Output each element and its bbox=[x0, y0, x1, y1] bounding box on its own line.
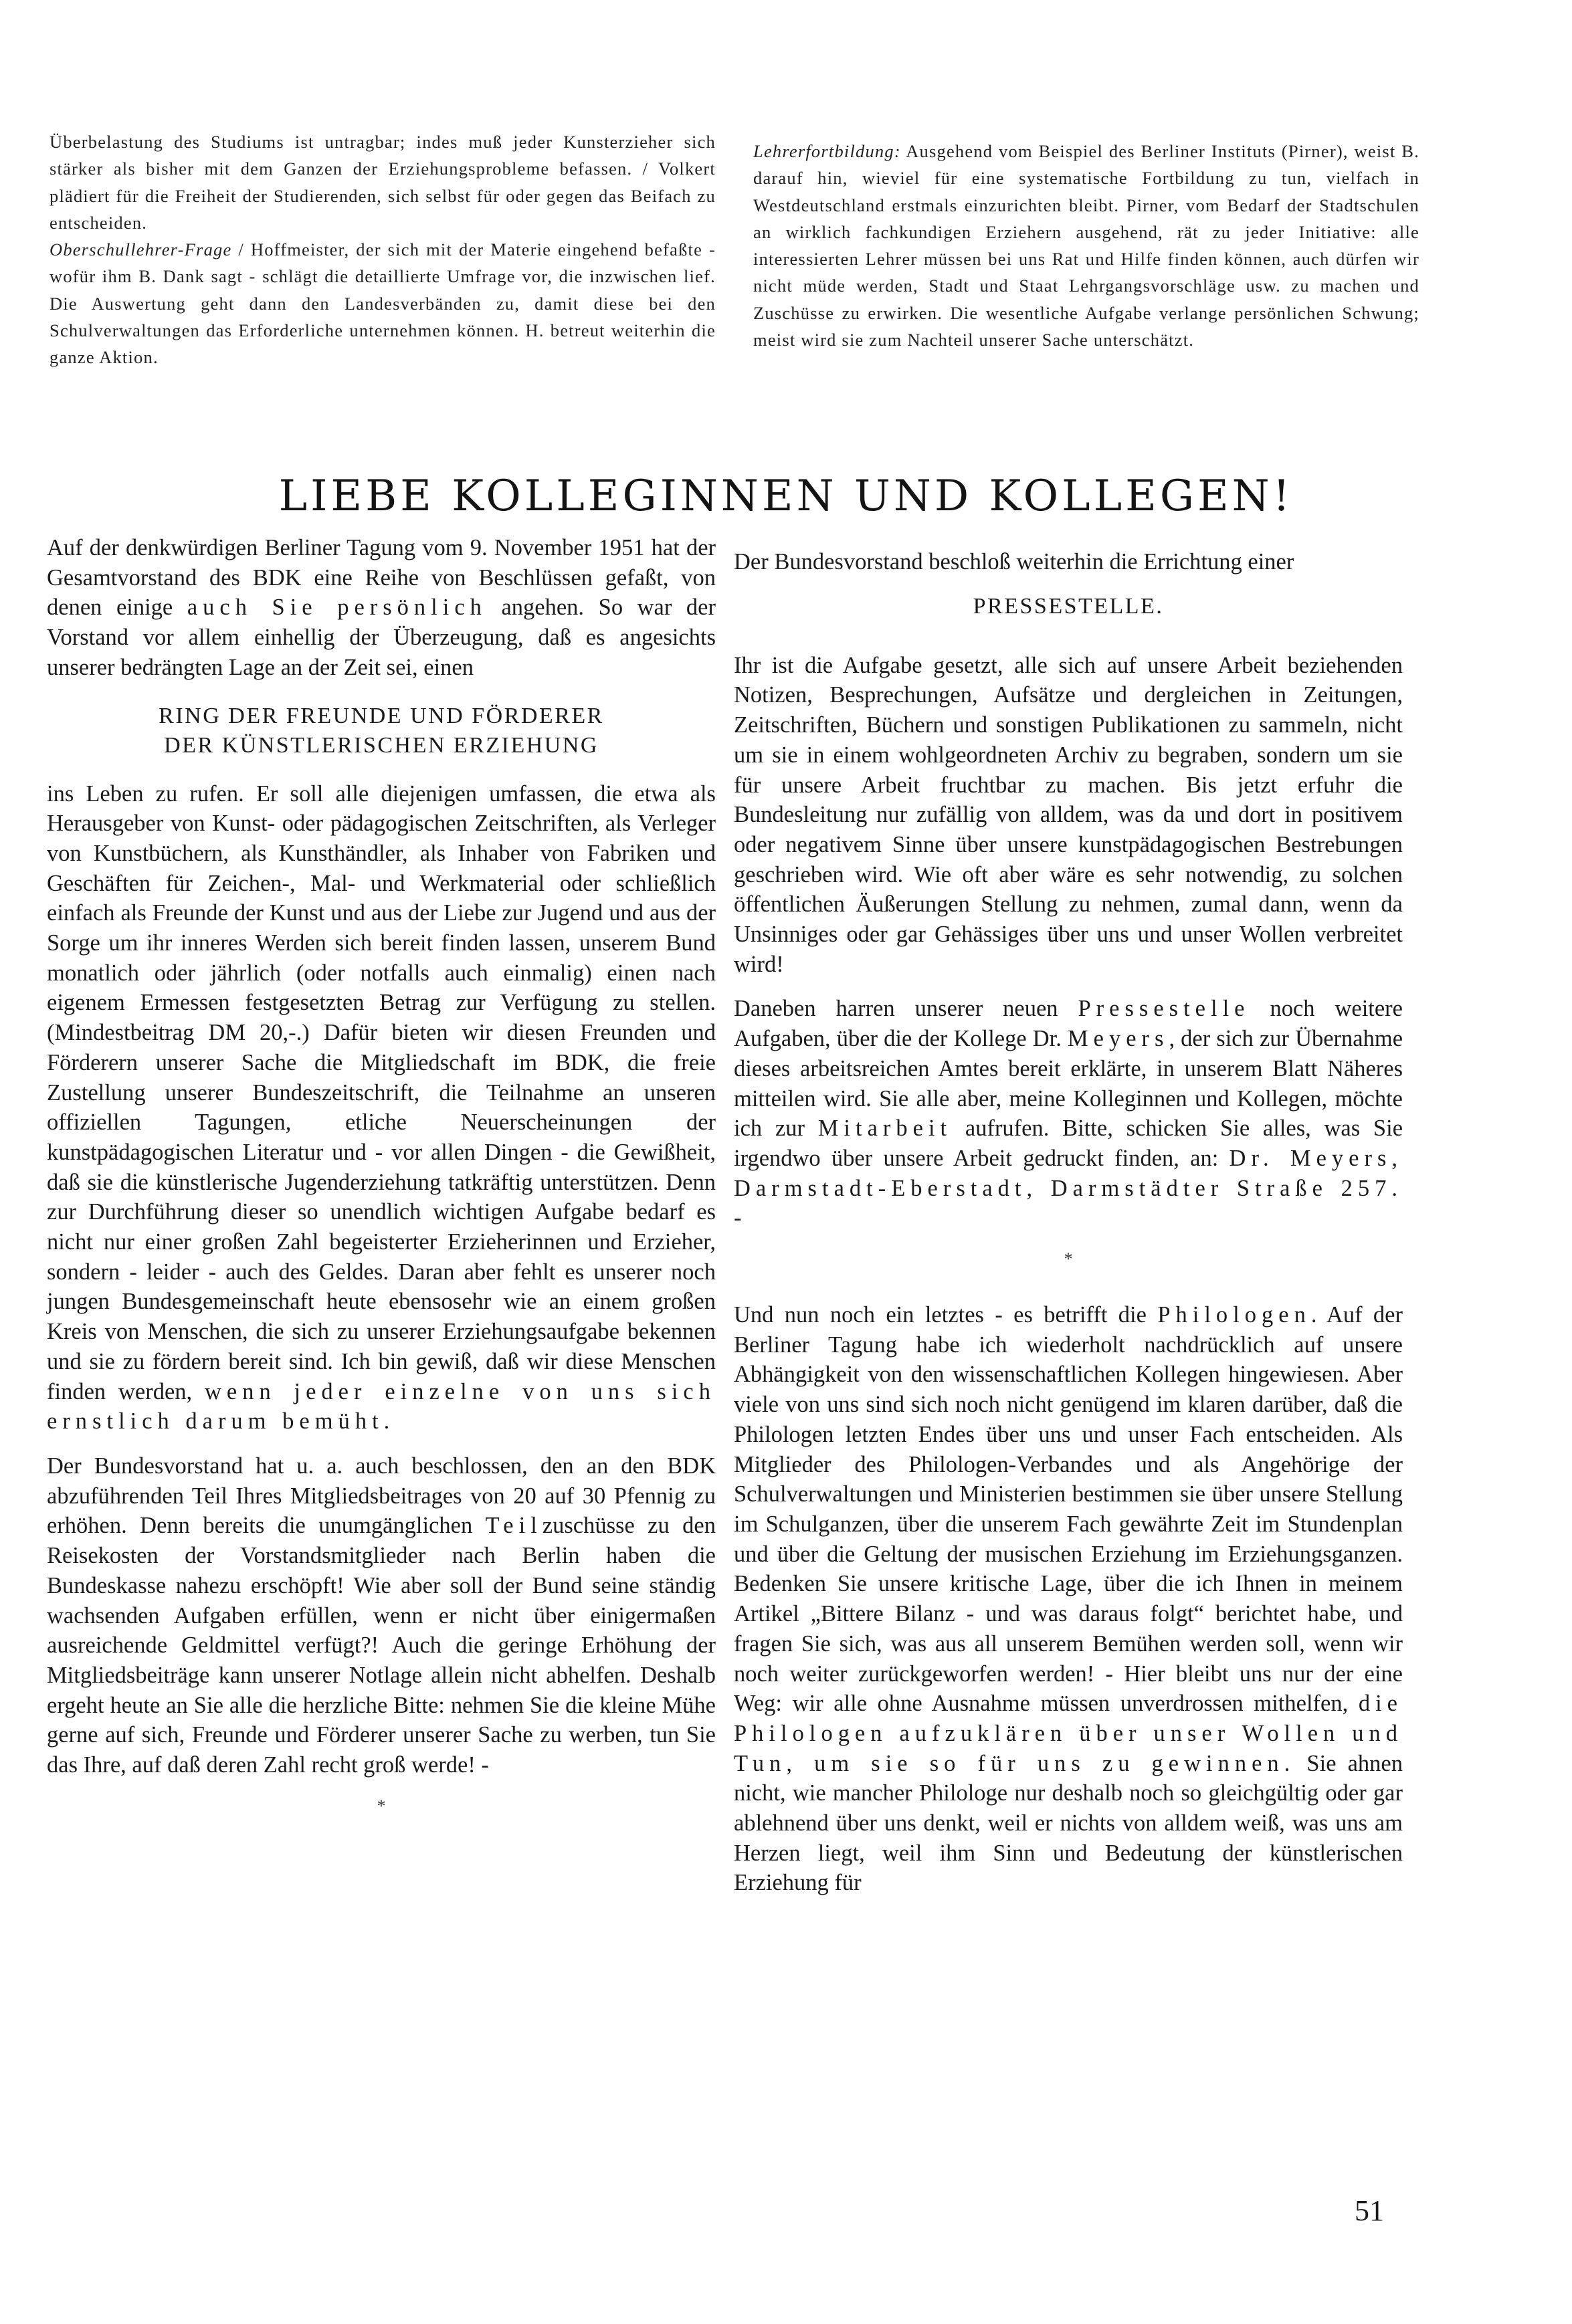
spaced-emphasis: auch Sie persönlich bbox=[187, 595, 487, 621]
section-heading: PRESSESTELLE. bbox=[973, 593, 1164, 619]
article-paragraph: Der Bundesvorstand beschloß weiterhin die Errichtung einer bbox=[734, 549, 1294, 574]
minutes-topic-label: Lehrerfortbildung: bbox=[753, 141, 901, 161]
article-paragraph: Und nun noch ein letztes - es betrifft die Philologen. Auf der Berliner Tagung habe ich wiederholt nachdrücklich auf unsere Abhängigkeit von den wissenschaftlichen Kollegen hingewiesen. Aber viele von uns sind sich noch nicht genügend im klaren darüber, daß die Philologen letzten Endes über uns und unser Fach entscheiden. Als Mitglieder des Philologen-Verbandes und als Angehörige der Schulverwaltungen und Ministerien bestimmen sie über unsere Stellung im Schulganzen, über die unserem Fach gewährte Zeit im Stundenplan und über die Geltung der musischen Erziehung im Erziehungsganzen. Bedenken Sie unsere kritische Lage, über die ich Ihnen in meinem Artikel „Bittere Bilanz - und was daraus folgt“ berichtet habe, und fragen Sie sich, was aus all unserem Bemühen werden soll, wenn wir noch weiter zurückgeworfen werden! - Hier bleibt uns nur der eine Weg: wir alle ohne Ausnahme müssen unverdrossen mithelfen, die Philologen aufzuklären über unser Wollen und Tun, um sie so für uns zu gewinnen. Sie ahnen nicht, wie mancher Philologe nur deshalb noch so gleichgültig oder gar ablehnend über uns denkt, weil er nichts von alldem weiß, was uns am Herzen liegt, weil ihm Sinn und Bedeutung der künstlerischen Erziehung für bbox=[734, 1302, 1403, 1896]
spaced-emphasis: Philologen bbox=[1157, 1302, 1311, 1328]
article-paragraph: ins Leben zu rufen. Er soll alle diejenigen umfassen, die etwa als Herausgeber von Kunst- oder pädagogischen Zeitschriften, als Verleger von Kunstbüchern, als Kunsthändler, als Inhaber von Fabriken und Geschäften für Zeichen-, Mal- und Werkmaterial oder schließlich einfach als Freunde der Kunst und aus der Liebe zur Jugend und aus der Sorge um ihr inneres Werden sich bereit finden lassen, unserem Bund monatlich oder jährlich (oder notfalls auch einmalig) einen nach eigenem Ermessen festgesetzten Betrag zur Verfügung zu stellen. (Mindestbeitrag DM 20,-.) Dafür bieten wir diesen Freunden und Förderern unserer Sache die Mitgliedschaft im BDK, die freie Zustellung unserer Bundeszeitschrift, die Teilnahme an unseren offiziellen Tagungen, etliche Neuerscheinungen der kunstpädagogischen Literatur und - vor allen Dingen - die Gewißheit, daß sie die künstlerische Jugenderziehung tatkräftig unterstützen. Denn zur Durchführung dieser so unendlich wichtigen Aufgabe bedarf es nicht nur einer großen Zahl begeisterter Erzieherinnen und Erzieher, sondern - leider - auch des Geldes. Daran aber fehlt es unserer noch jungen Bundesgemeinschaft heute ebensosehr wie an einem großen Kreis von Menschen, die sich zu unserer Erziehungsaufgabe bekennen und sie zu fördern bereit sind. Ich bin gewiß, daß wir diese Menschen finden werden, wenn jeder einzelne von uns sich ernstlich darum bemüht. bbox=[47, 780, 716, 1435]
section-separator: * bbox=[1064, 1249, 1073, 1269]
spaced-emphasis: Pressestelle bbox=[1078, 996, 1250, 1022]
page-number: 51 bbox=[1355, 2194, 1384, 2227]
minutes-right-column bbox=[753, 138, 1419, 353]
article-paragraph: Ihr ist die Aufgabe gesetzt, alle sich auf unsere Arbeit beziehenden Notizen, Besprechungen, Aufsätze und dergleichen in Zeitungen, Zeitschriften, Büchern und sonstigen Publikationen zu sammeln, nicht um sie in einem wohlgeordneten Archiv zu begraben, sondern um sie für unsere Arbeit fruchtbar zu machen. Bis jetzt erfuhr die Bundesleitung nur zufällig von alldem, was da und dort in positivem oder negativem Sinne über unsere kunstpädagogischen Bestrebungen geschrieben wird. Wie oft aber wäre es sehr notwendig, zu solchen öffentlichen Äußerungen Stellung zu nehmen, zumal dann, wenn da Unsinniges oder gar Gehässiges über uns und unser Wollen verbreitet wird! bbox=[734, 652, 1403, 977]
article-paragraph: Auf der denkwürdigen Berliner Tagung vom 9. November 1951 hat der Gesamtvorstand des BDK eine Reihe von Beschlüssen gefaßt, von denen einige auch Sie persönlich angehen. So war der Vorstand vor allem einhellig der Überzeugung, daß es angesichts unserer bedrängten Lage an der Zeit sei, einen bbox=[47, 535, 716, 680]
section-separator: * bbox=[377, 1796, 386, 1816]
spaced-emphasis: Teil bbox=[485, 1513, 543, 1539]
minutes-paragraph: Oberschullehrer-Frage / Hoffmeister, der sich mit der Materie eingehend befaßte - wofür ihm B. Dank sagt - schlägt die detaillierte Umfrage vor, die inzwischen lief. Die Auswertung geht dann den Landesverbänden zu, damit diese bei den Schulverwaltungen das Erforderliche unternehmen können. H. betreut weiterhin die ganze Aktion. bbox=[50, 239, 716, 368]
article-paragraph: Daneben harren unserer neuen Pressestelle noch weitere Aufgaben, über die der Kollege Dr. Meyers, der sich zur Übernahme dieses arbeitsreichen Amtes bereit erklärte, in unserem Blatt Näheres mitteilen wird. Sie alle aber, meine Kolleginnen und Kollegen, möchte ich zur Mitarbeit aufrufen. Bitte, schicken Sie alles, was Sie irgendwo über unsere Arbeit gedruckt finden, an: Dr. Meyers, Darmstadt-Eberstadt, Darmstädter Straße 257. - bbox=[734, 996, 1403, 1231]
spaced-emphasis: wenn jeder einzelne von uns sich ernstlich darum bemüht. bbox=[47, 1378, 716, 1435]
minutes-topic-label: Oberschullehrer-Frage bbox=[50, 239, 232, 260]
spaced-emphasis: die Philologen aufzuklären über unser Wollen und Tun, um sie so für uns zu gewinnen. bbox=[734, 1691, 1403, 1776]
spaced-emphasis: Meyers bbox=[1067, 1026, 1169, 1052]
article-paragraph: Der Bundesvorstand hat u. a. auch beschlossen, den an den BDK abzuführenden Teil Ihres Mitgliedsbeitrages von 20 auf 30 Pfennig zu erhöhen. Denn bereits die unumgänglichen Teilzuschüsse zu den Reisekosten der Vorstandsmitglieder nach Berlin haben die Bundeskasse nahezu erschöpft! Wie aber soll der Bund seine ständig wachsenden Aufgaben erfüllen, wenn er nicht über einigermaßen ausreichende Geldmittel verfügt?! Auch die geringe Erhöhung der Mitgliedsbeiträge kann unserer Notlage allein nicht abhelfen. Deshalb ergeht heute an Sie alle die herzliche Bitte: nehmen Sie die kleine Mühe gerne auf sich, Freunde und Förderer unserer Sache zu werben, tun Sie das Ihre, auf daß deren Zahl recht groß werde! - bbox=[47, 1453, 716, 1778]
minutes-left-column bbox=[50, 128, 716, 371]
spaced-emphasis: Mitarbeit bbox=[817, 1116, 953, 1142]
section-heading: RING DER FREUNDE UND FÖRDERER DER KÜNSTLERISCHEN ERZIEHUNG bbox=[159, 703, 604, 758]
minutes-paragraph: Lehrerfortbildung: Ausgehend vom Beispiel des Berliner Instituts (Pirner), weist B. darauf hin, wieviel für eine systematische Fortbildung zu tun, vielfach in Westdeutschland erstmals einzurichten bleibt. Pirner, vom Bedarf der Stadtschulen an wirklich fachkundigen Erziehern ausgehend, rät zu jeder Initiative: alle interessierten Lehrer müssen bei uns Rat und Hilfe finden können, auch dürfen wir nicht müde werden, Stadt und Staat Lehrgangsvorschläge usw. zu machen und Zuschüsse zu erwirken. Die wesentliche Aufgabe verlange persönlichen Schwung; meist wird sie zum Nachteil unserer Sache unterschätzt. bbox=[753, 141, 1419, 350]
minutes-paragraph: Überbelastung des Studiums ist untragbar; indes muß jeder Kunsterzieher sich stärker als bisher mit dem Ganzen der Erziehungsprobleme befassen. / Volkert plädiert für die Freiheit der Studierenden, sich selbst für oder gegen das Beifach zu entscheiden. bbox=[50, 132, 716, 233]
article-headline: LIEBE KOLLEGINNEN UND KOLLEGEN! bbox=[278, 471, 1294, 521]
article-right-column bbox=[734, 547, 1403, 1898]
contact-address: Dr. Meyers, Darmstadt-Eberstadt, Darmstädter Straße 257. - bbox=[734, 1145, 1403, 1231]
article-left-column bbox=[47, 533, 716, 1818]
